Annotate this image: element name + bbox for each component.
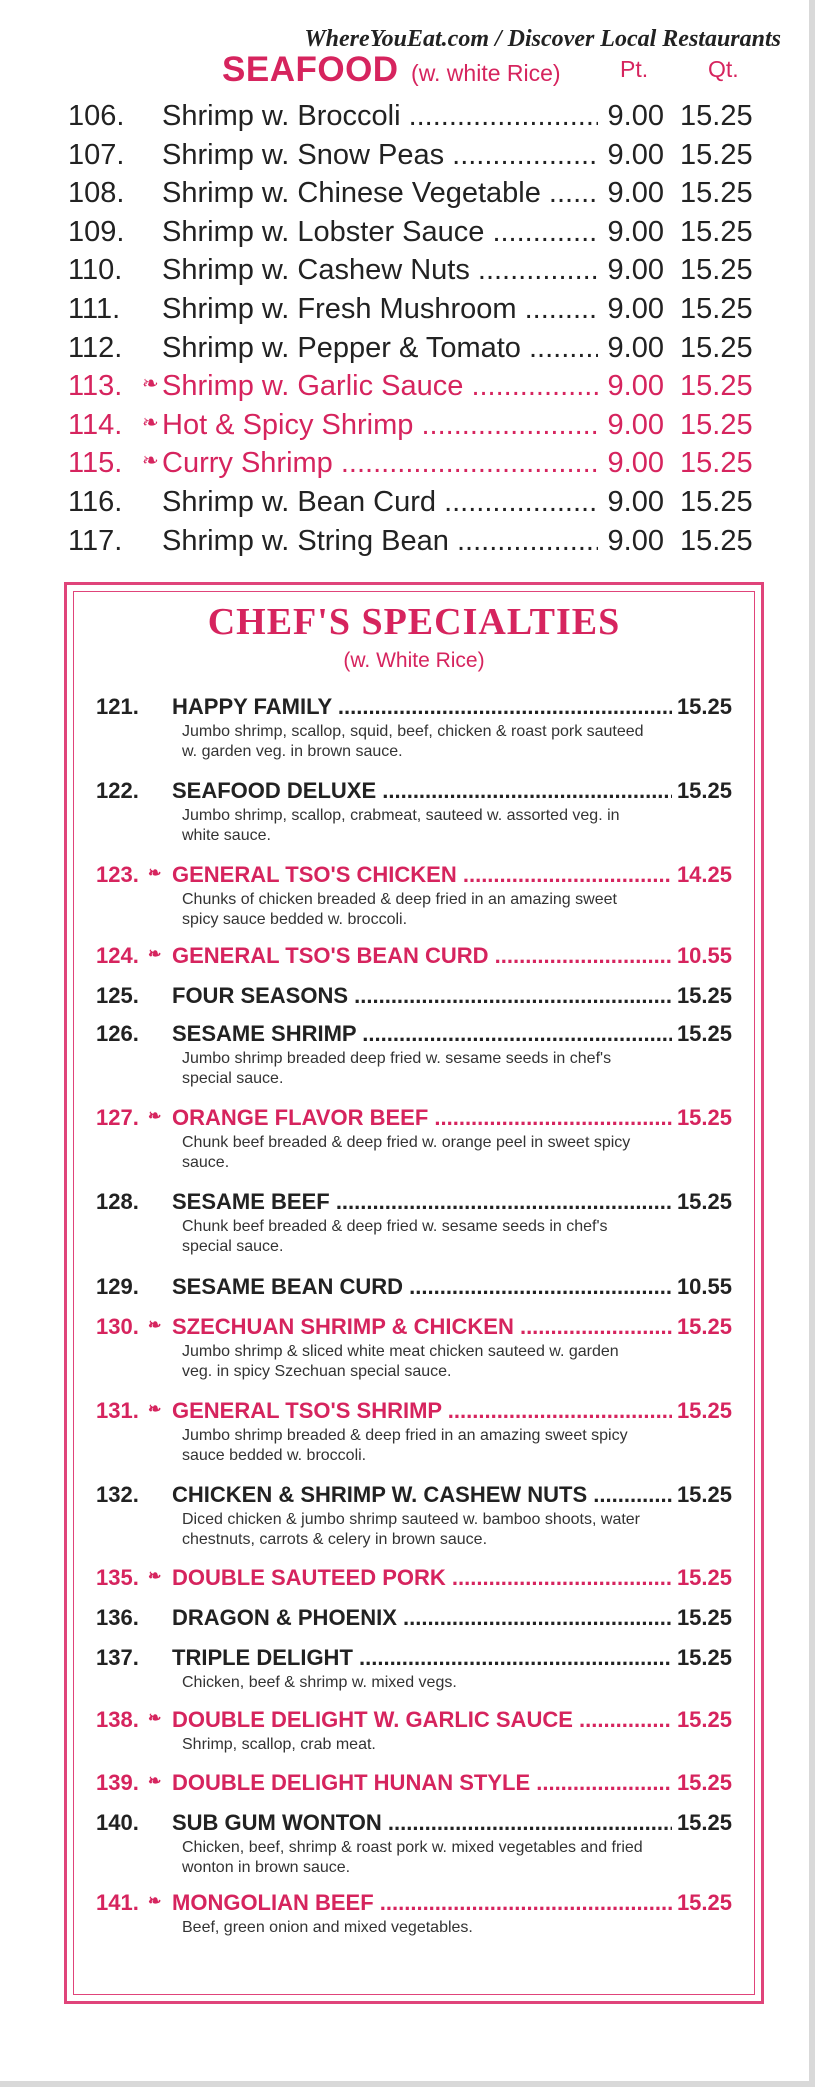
quart-column-header: Qt. <box>708 56 739 82</box>
specialty-item <box>96 1103 736 1173</box>
item-name: Shrimp w. Snow Peas ..... <box>162 136 664 175</box>
item-number: 121. <box>96 694 139 719</box>
item-price: 14.25 <box>672 860 732 890</box>
chili-pepper-icon: ❧ <box>148 1401 162 1418</box>
specialty-line <box>96 1103 736 1133</box>
seafood-header <box>222 50 561 90</box>
site-watermark: WhereYouEat.com / Discover Local Restaurants <box>304 26 781 52</box>
item-name: DRAGON & PHOENIX ..... <box>172 1603 672 1633</box>
item-name: SZECHUAN SHRIMP & CHICKEN ..... <box>172 1312 672 1342</box>
pint-price: 9.00 <box>598 522 664 561</box>
item-name: Shrimp w. String Bean ..... <box>162 522 664 561</box>
specialty-line <box>96 1019 736 1049</box>
specialty-line <box>96 1603 736 1633</box>
seafood-item <box>68 213 768 252</box>
specialty-line <box>96 1480 736 1510</box>
chef-specialties-subtitle: (w. White Rice) <box>343 649 485 672</box>
item-name: ORANGE FLAVOR BEEF ..... <box>172 1103 672 1133</box>
specialty-line <box>96 1888 736 1918</box>
item-description: Beef, green onion and mixed vegetables. <box>182 1919 473 1936</box>
specialty-item <box>96 1272 736 1302</box>
item-price: 10.55 <box>672 1272 732 1302</box>
seafood-item <box>68 483 768 522</box>
quart-price: 15.25 <box>680 408 753 441</box>
item-price: 15.25 <box>672 1603 732 1633</box>
chili-pepper-icon: ❧ <box>148 1773 162 1790</box>
specialty-line <box>96 1396 736 1426</box>
item-name: MONGOLIAN BEEF ..... <box>172 1888 672 1918</box>
item-description: Jumbo shrimp, scallop, squid, beef, chicken & roast pork sauteed w. garden veg. in brown sauce. <box>182 723 644 760</box>
item-number: 116. <box>68 485 123 518</box>
item-name: FOUR SEASONS ..... <box>172 981 672 1011</box>
item-number: 108. <box>68 177 125 210</box>
specialty-item <box>96 1187 736 1257</box>
specialty-item <box>96 1643 736 1693</box>
item-number: 124. <box>96 943 139 968</box>
item-price: 10.55 <box>672 941 732 971</box>
item-name: SEAFOOD DELUXE ..... <box>172 776 672 806</box>
item-price: 15.25 <box>672 692 732 722</box>
quart-price: 15.25 <box>680 524 753 557</box>
item-name: HAPPY FAMILY ..... <box>172 692 672 722</box>
specialty-item <box>96 1563 736 1593</box>
item-number: 139. <box>96 1770 139 1795</box>
item-price: 15.25 <box>672 981 732 1011</box>
item-price: 15.25 <box>672 1643 732 1673</box>
item-name: DOUBLE DELIGHT HUNAN STYLE ..... <box>172 1768 672 1798</box>
specialty-item <box>96 1888 736 1938</box>
item-name: Shrimp w. Lobster Sauce ..... <box>162 213 664 252</box>
pint-price: 9.00 <box>598 213 664 252</box>
seafood-item <box>68 367 768 406</box>
item-number: 135. <box>96 1565 139 1590</box>
chili-pepper-icon: ❧ <box>148 1710 162 1727</box>
item-description: Chunk beef breaded & deep fried w. sesame seeds in chef's special sauce. <box>182 1218 608 1255</box>
chef-specialties-title: CHEF'S SPECIALTIES <box>207 601 621 643</box>
item-name: Shrimp w. Garlic Sauce ..... <box>162 367 664 406</box>
specialty-item <box>96 1019 736 1089</box>
item-description: Jumbo shrimp breaded & deep fried in an amazing sweet spicy sauce bedded w. broccoli. <box>182 1427 628 1464</box>
chili-pepper-icon: ❧ <box>148 865 162 882</box>
item-price: 15.25 <box>672 1480 732 1510</box>
specialty-line <box>96 981 736 1011</box>
pint-price: 9.00 <box>598 406 664 445</box>
item-price: 15.25 <box>672 1563 732 1593</box>
item-name: Hot & Spicy Shrimp ..... <box>162 406 664 445</box>
specialty-line <box>96 1643 736 1673</box>
quart-price: 15.25 <box>680 177 753 210</box>
specialty-item <box>96 981 736 1011</box>
item-description: Chunks of chicken breaded & deep fried in an amazing sweet spicy sauce bedded w. broccoli. <box>182 891 617 928</box>
pint-column-header: Pt. <box>620 56 649 82</box>
item-price: 15.25 <box>672 1396 732 1426</box>
item-name: Shrimp w. Cashew Nuts ..... <box>162 251 664 290</box>
seafood-title: SEAFOOD <box>222 50 399 89</box>
specialty-item <box>96 941 736 971</box>
item-name: SESAME BEEF ..... <box>172 1187 672 1217</box>
seafood-subtitle: (w. white Rice) <box>411 60 561 86</box>
seafood-item <box>68 290 768 329</box>
quart-price: 15.25 <box>680 292 753 325</box>
item-description: Shrimp, scallop, crab meat. <box>182 1736 376 1753</box>
chili-pepper-icon: ❧ <box>148 946 162 963</box>
item-name: DOUBLE DELIGHT W. GARLIC SAUCE ..... <box>172 1705 672 1735</box>
specialty-item <box>96 1808 736 1878</box>
item-description: Chicken, beef, shrimp & roast pork w. mixed vegetables and fried wonton in brown sauce. <box>182 1839 643 1876</box>
pint-price: 9.00 <box>598 174 664 213</box>
pint-price: 9.00 <box>598 329 664 368</box>
specialty-item <box>96 1768 736 1798</box>
item-name: TRIPLE DELIGHT ..... <box>172 1643 672 1673</box>
item-number: 129. <box>96 1274 139 1299</box>
specialty-line <box>96 692 736 722</box>
item-name: Shrimp w. Broccoli ..... <box>162 97 664 136</box>
quart-price: 15.25 <box>680 138 753 171</box>
item-number: 122. <box>96 778 139 803</box>
item-number: 117. <box>68 524 123 557</box>
pint-price: 9.00 <box>598 483 664 522</box>
pint-price: 9.00 <box>598 444 664 483</box>
item-name: GENERAL TSO'S SHRIMP ..... <box>172 1396 672 1426</box>
item-price: 15.25 <box>672 1019 732 1049</box>
item-name: SESAME SHRIMP ..... <box>172 1019 672 1049</box>
item-price: 15.25 <box>672 1187 732 1217</box>
seafood-item <box>68 406 768 445</box>
item-name: GENERAL TSO'S BEAN CURD ..... <box>172 941 672 971</box>
item-description: Chunk beef breaded & deep fried w. orange peel in sweet spicy sauce. <box>182 1134 631 1171</box>
item-description: Chicken, beef & shrimp w. mixed vegs. <box>182 1674 457 1691</box>
item-number: 131. <box>96 1398 139 1423</box>
chili-pepper-icon: ❧ <box>148 1317 162 1334</box>
specialty-line <box>96 1808 736 1838</box>
item-number: 107. <box>68 138 125 171</box>
quart-price: 15.25 <box>680 100 753 132</box>
seafood-item <box>68 136 768 175</box>
specialty-item <box>96 776 736 846</box>
item-number: 136. <box>96 1605 139 1630</box>
item-price: 15.25 <box>672 1768 732 1798</box>
item-number: 111. <box>68 292 121 325</box>
item-number: 123. <box>96 862 139 887</box>
item-name: Curry Shrimp ..... <box>162 444 664 483</box>
item-name: SESAME BEAN CURD ..... <box>172 1272 672 1302</box>
item-number: 109. <box>68 215 125 248</box>
pint-price: 9.00 <box>598 97 664 136</box>
seafood-item <box>68 174 768 213</box>
item-description: Diced chicken & jumbo shrimp sauteed w. bamboo shoots, water chestnuts, carrots & celery in brown sauce. <box>182 1511 641 1548</box>
specialty-line <box>96 1768 736 1798</box>
quart-price: 15.25 <box>680 447 753 480</box>
item-number: 110. <box>68 254 123 287</box>
pint-price: 9.00 <box>598 251 664 290</box>
specialty-line <box>96 776 736 806</box>
quart-price: 15.25 <box>680 370 753 403</box>
pint-price: 9.00 <box>598 290 664 329</box>
item-name: Shrimp w. Pepper & Tomato ..... <box>162 329 664 368</box>
seafood-item <box>68 97 768 136</box>
chili-pepper-icon: ❧ <box>148 1568 162 1585</box>
specialty-item <box>96 692 736 762</box>
chili-pepper-icon: ❧ <box>142 450 159 473</box>
seafood-item <box>68 444 768 483</box>
item-number: 130. <box>96 1314 139 1339</box>
chili-pepper-icon: ❧ <box>142 373 159 396</box>
specialty-line <box>96 1312 736 1342</box>
quart-price: 15.25 <box>680 331 753 364</box>
specialty-line <box>96 1187 736 1217</box>
item-price: 15.25 <box>672 1103 732 1133</box>
specialty-item <box>96 1705 736 1755</box>
item-name: Shrimp w. Fresh Mushroom ..... <box>162 290 664 329</box>
item-number: 141. <box>96 1890 139 1915</box>
specialty-line <box>96 1272 736 1302</box>
item-description: Jumbo shrimp breaded deep fried w. sesame seeds in chef's special sauce. <box>182 1050 612 1087</box>
chili-pepper-icon: ❧ <box>142 411 159 434</box>
item-number: 132. <box>96 1482 139 1507</box>
item-number: 106. <box>68 100 125 132</box>
item-number: 128. <box>96 1189 139 1214</box>
item-price: 15.25 <box>672 1888 732 1918</box>
chili-pepper-icon: ❧ <box>148 1893 162 1910</box>
item-number: 112. <box>68 331 123 364</box>
seafood-item <box>68 251 768 290</box>
item-description: Jumbo shrimp, scallop, crabmeat, sauteed w. assorted veg. in white sauce. <box>182 807 620 844</box>
pint-price: 9.00 <box>598 136 664 175</box>
item-name: Shrimp w. Bean Curd ..... <box>162 483 664 522</box>
specialty-line <box>96 860 736 890</box>
item-name: CHICKEN & SHRIMP W. CASHEW NUTS ..... <box>172 1480 672 1510</box>
item-price: 15.25 <box>672 1312 732 1342</box>
quart-price: 15.25 <box>680 215 753 248</box>
specialty-item <box>96 1396 736 1466</box>
specialty-line <box>96 941 736 971</box>
item-name: GENERAL TSO'S CHICKEN ..... <box>172 860 672 890</box>
item-name: Shrimp w. Chinese Vegetable ..... <box>162 174 664 213</box>
quart-price: 15.25 <box>680 254 753 287</box>
item-number: 137. <box>96 1645 139 1670</box>
item-description: Jumbo shrimp & sliced white meat chicken sauteed w. garden veg. in spicy Szechuan special sauce. <box>182 1343 619 1380</box>
item-number: 125. <box>96 983 139 1008</box>
item-price: 15.25 <box>672 1705 732 1735</box>
specialty-item <box>96 1603 736 1633</box>
item-number: 140. <box>96 1810 139 1835</box>
specialty-line <box>96 1705 736 1735</box>
quart-price: 15.25 <box>680 485 753 518</box>
item-number: 113. <box>68 370 123 403</box>
seafood-item <box>68 522 768 561</box>
item-number: 115. <box>68 447 123 480</box>
item-number: 114. <box>68 408 123 441</box>
item-name: DOUBLE SAUTEED PORK ..... <box>172 1563 672 1593</box>
seafood-list <box>68 97 768 560</box>
specialty-item <box>96 1312 736 1382</box>
specialty-line <box>96 1563 736 1593</box>
item-number: 126. <box>96 1021 139 1046</box>
item-price: 15.25 <box>672 1808 732 1838</box>
item-price: 15.25 <box>672 776 732 806</box>
chili-pepper-icon: ❧ <box>148 1108 162 1125</box>
item-number: 127. <box>96 1105 139 1130</box>
seafood-item <box>68 329 768 368</box>
pint-price: 9.00 <box>598 367 664 406</box>
specialty-item <box>96 1480 736 1550</box>
item-name: SUB GUM WONTON ..... <box>172 1808 672 1838</box>
item-number: 138. <box>96 1707 139 1732</box>
specialty-item <box>96 860 736 930</box>
